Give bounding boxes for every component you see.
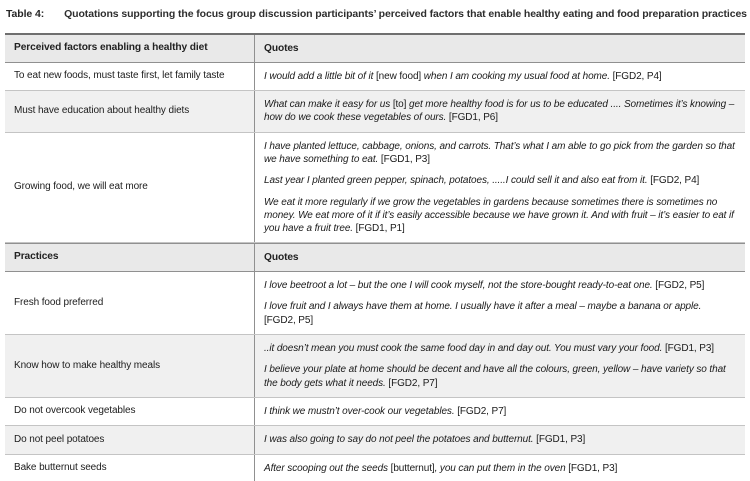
quote-annotation: [FGD2, P5]: [264, 314, 314, 326]
quote-text: What can make it easy for us: [264, 99, 393, 111]
quote-paragraph: [264, 405, 735, 418]
factor-cell: [5, 91, 254, 132]
factor-label: Do not peel potatoes: [14, 433, 105, 445]
factor-label: Fresh food preferred: [14, 296, 104, 308]
quote-annotation: [FGD1, P1]: [355, 223, 405, 235]
quotes-cell: [254, 133, 745, 243]
quotes-cell: [254, 91, 745, 132]
quote-paragraph: [264, 196, 735, 236]
factor-label: Must have education about healthy diets: [14, 105, 190, 117]
quote-annotation: [FGD2, P7]: [388, 377, 438, 389]
table-row: [5, 398, 745, 426]
quote-paragraph: [264, 342, 735, 355]
table-row: [5, 455, 745, 481]
quote-text: We eat it more regularly if we grow the vegetables in gardens because sometimes there is sometimes no money. We eat more of it if it’s easily accessible because we have grown it. And with fruit – it’s easier to eat if you have a fruit tree.: [264, 196, 734, 235]
table-caption: [6, 8, 745, 20]
factor-cell: [5, 335, 254, 397]
header-quotes-cell: Quotes: [254, 35, 745, 62]
quote-annotation: [FGD2, P4]: [650, 175, 700, 187]
quote-annotation: [FGD1, P3]: [380, 153, 430, 165]
quote-text: I think we mustn’t over-cook our vegetables.: [264, 405, 458, 417]
factor-label: To eat new foods, must taste first, let family taste: [14, 70, 225, 82]
table-caption-text: Quotations supporting the focus group discussion participants’ perceived factors that enable healthy eating and food preparation practices: [64, 8, 747, 20]
quote-annotation: [new food]: [375, 70, 424, 82]
quote-text: I love fruit and I always have them at home. I usually have it after a meal – maybe a banana or apple.: [264, 301, 702, 313]
quote-paragraph: [264, 140, 735, 167]
table-row: [5, 272, 745, 335]
table-row: [5, 63, 745, 91]
header-factors-cell: Perceived factors enabling a healthy diet: [14, 42, 208, 53]
quotes-cell: [254, 272, 745, 334]
quote-annotation: [FGD2, P7]: [457, 405, 507, 417]
quote-text: I would add a little bit of it: [264, 70, 376, 82]
factor-cell: [5, 426, 254, 453]
factor-label: Growing food, we will eat more: [14, 181, 148, 193]
quotes-cell: [254, 426, 745, 453]
quote-annotation: [FGD2, P4]: [612, 70, 662, 82]
quotes-cell: [254, 398, 745, 425]
table-row: [5, 426, 745, 454]
table-row: [5, 335, 745, 398]
section-header-row: [5, 243, 745, 272]
quote-paragraph: [264, 70, 735, 83]
quote-table: [5, 33, 745, 481]
quote-annotation: [to]: [392, 99, 410, 111]
quote-paragraph: [264, 462, 735, 475]
quote-paragraph: [264, 433, 735, 446]
quote-text: when I am cooking my usual food at home.: [423, 70, 613, 82]
quote-text: I believe your plate at home should be decent and have all the colours, green, yellow – have variety so that the body gets what it needs.: [264, 364, 726, 389]
quote-text: I have planted lettuce, cabbage, onions, and carrots. That’s what I am able to go pick from the garden so that we have something to eat.: [264, 140, 735, 165]
quote-text: get more healthy food is for us to be educated .... Sometimes it’s knowing – how do we cook these vegetables of ours.: [264, 99, 735, 124]
quote-paragraph: [264, 174, 735, 187]
factor-cell: [5, 133, 254, 243]
quotes-cell: [254, 335, 745, 397]
quote-text: Last year I planted green pepper, spinach, potatoes, .....I could sell it and also eat from it.: [264, 175, 651, 187]
factor-cell: [5, 272, 254, 334]
table-row: [5, 91, 745, 133]
quote-annotation: [butternut]: [390, 462, 435, 474]
factor-label: Bake butternut seeds: [14, 461, 107, 473]
quote-text: I was also going to say do not peel the potatoes and butternut.: [264, 434, 537, 446]
quote-text: I love beetroot a lot – but the one I will cook myself, not the store-bought ready-to-eat one.: [264, 280, 656, 292]
quote-text: After scooping out the seeds: [264, 462, 391, 474]
quote-annotation: [FGD1, P3]: [568, 462, 618, 474]
table-row: [5, 133, 745, 244]
quote-paragraph: [264, 300, 735, 327]
quote-paragraph: [264, 279, 735, 292]
factor-label: Do not overcook vegetables: [14, 405, 136, 417]
factor-cell: [5, 398, 254, 425]
quotes-cell: [254, 63, 745, 90]
factor-cell: [5, 63, 254, 90]
quote-annotation: [FGD1, P6]: [448, 112, 498, 124]
factor-cell: [5, 455, 254, 481]
section-header-row: [5, 35, 745, 63]
header-quotes-cell: Quotes: [254, 244, 745, 271]
quote-paragraph: [264, 363, 735, 390]
quote-text: ..it doesn’t mean you must cook the same food day in and day out. You must vary your food.: [264, 343, 665, 355]
quote-annotation: [FGD2, P5]: [655, 280, 705, 292]
quotes-cell: [254, 455, 745, 481]
quote-text: , you can put them in the oven: [434, 462, 569, 474]
quote-paragraph: [264, 98, 735, 125]
table-number: Table 4:: [6, 8, 45, 20]
quote-annotation: [FGD1, P3]: [536, 434, 586, 446]
factor-label: Know how to make healthy meals: [14, 359, 160, 371]
header-practices-cell: Practices: [14, 251, 59, 263]
quote-annotation: [FGD1, P3]: [664, 343, 714, 355]
